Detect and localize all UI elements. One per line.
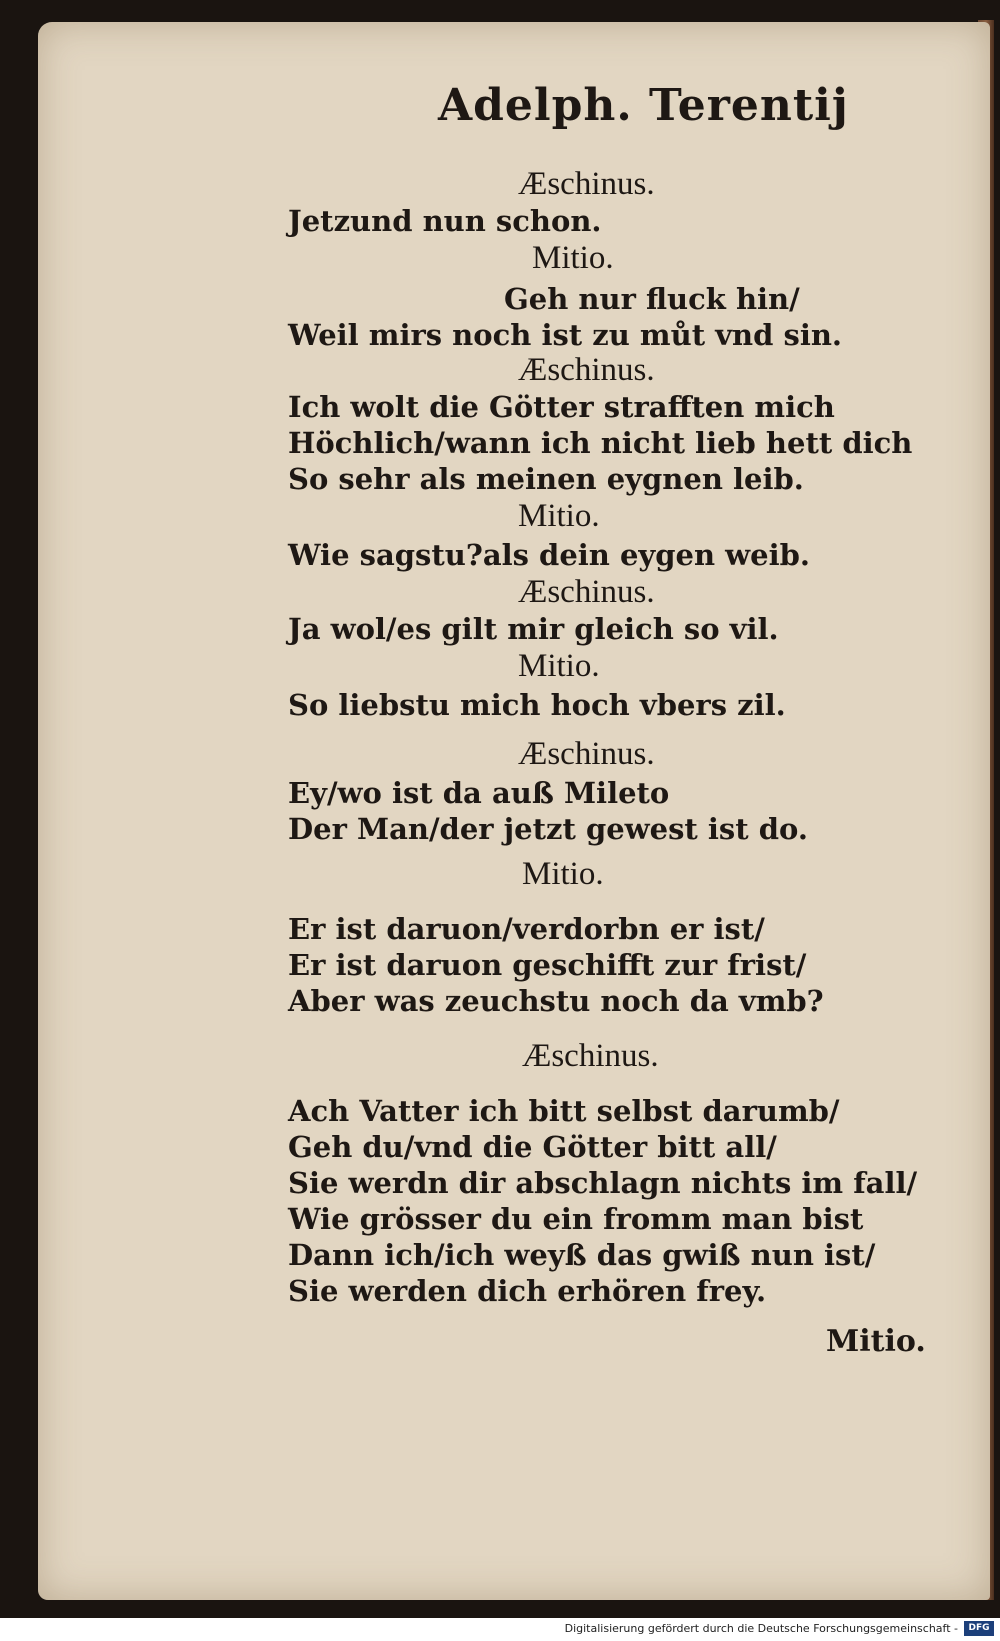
dfg-logo: DFG [964, 1621, 994, 1636]
verse-line: Der Man/der jetzt gewest ist do. [288, 812, 808, 846]
verse-line: So sehr als meinen eygnen leib. [288, 462, 804, 496]
verse-line: So liebstu mich hoch vbers zil. [288, 688, 786, 722]
verse-line: Ja wol/es gilt mir gleich so vil. [288, 612, 779, 646]
speaker-heading: Mitio. [532, 240, 614, 276]
speaker-heading: Æschinus. [518, 166, 655, 202]
verse-line: Geh nur fluck hin/ [504, 282, 800, 316]
running-head: Adelph. Terentij [438, 80, 849, 131]
speaker-heading: Æschinus. [518, 736, 655, 772]
verse-line: Weil mirs noch ist zu můt vnd sin. [288, 318, 843, 352]
verse-line: Jetzund nun schon. [288, 204, 602, 238]
verse-line: Wie sagstu?als dein eygen weib. [288, 538, 810, 572]
verse-line: Er ist daruon geschifft zur frist/ [288, 948, 807, 982]
verse-line: Ach Vatter ich bitt selbst darumb/ [288, 1094, 840, 1128]
verse-line: Sie werden dich erhören frey. [288, 1274, 767, 1308]
verse-line: Ich wolt die Götter strafften mich [288, 390, 835, 424]
catchword: Mitio. [826, 1324, 926, 1359]
footer-credit: Digitalisierung gefördert durch die Deutsche Forschungsgemeinschaft - [564, 1622, 958, 1635]
verse-line: Sie werdn dir abschlagn nichts im fall/ [288, 1166, 918, 1200]
speaker-heading: Æschinus. [518, 574, 655, 610]
speaker-heading: Æschinus. [522, 1038, 659, 1074]
verse-line: Geh du/vnd die Götter bitt all/ [288, 1130, 777, 1164]
footer-bar [0, 1618, 1000, 1641]
book-page [38, 22, 990, 1600]
speaker-heading: Mitio. [522, 856, 604, 892]
verse-line: Aber was zeuchstu noch da vmb? [288, 984, 824, 1018]
verse-line: Ey/wo ist da auß Mileto [288, 776, 670, 810]
verse-line: Höchlich/wann ich nicht lieb hett dich [288, 426, 913, 460]
verse-line: Er ist daruon/verdorbn er ist/ [288, 912, 765, 946]
verse-line: Dann ich/ich weyß das gwiß nun ist/ [288, 1238, 876, 1272]
verse-line: Wie grösser du ein fromm man bist [288, 1202, 864, 1236]
speaker-heading: Mitio. [518, 498, 600, 534]
speaker-heading: Mitio. [518, 648, 600, 684]
speaker-heading: Æschinus. [518, 352, 655, 388]
